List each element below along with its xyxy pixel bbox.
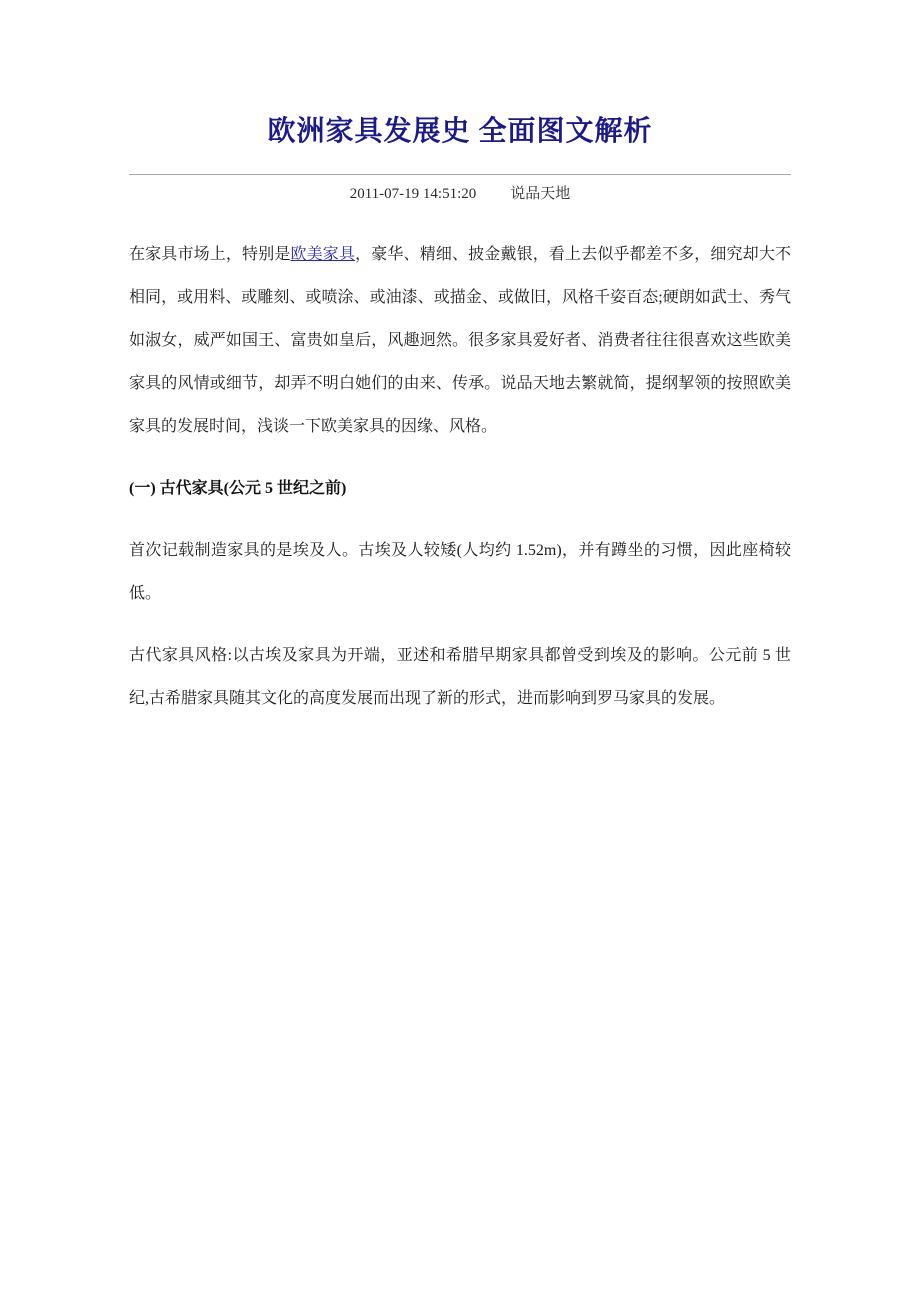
post-date: 2011-07-19 14:51:20 <box>349 186 477 202</box>
intro-paragraph <box>129 233 791 448</box>
article-body <box>129 233 791 720</box>
source-name: 说品天地 <box>510 186 571 202</box>
document-content <box>129 0 791 720</box>
ancient-furniture-paragraph-1: 首次记载制造家具的是埃及人。古埃及人较矮(人均约 1.52m)，并有蹲坐的习惯，因此座椅较低。 <box>129 542 791 602</box>
article-meta <box>129 183 791 205</box>
section-heading-ancient-furniture: (一) 古代家具(公元 5 世纪之前) <box>129 480 347 497</box>
intro-text-before-link: 在家具市场上，特别是 <box>129 246 291 263</box>
intro-text-after-link: ，豪华、精细、披金戴银，看上去似乎都差不多，细究却大不相同，或用料、或雕刻、或喷涂、或油漆、或描金、或做旧，风格千姿百态;硬朗如武士、秀气如淑女，威严如国王、富贵如皇后，风趣迥然。很多家具爱好者、消费者往往很喜欢这些欧美家具的风情或细节，却弄不明白她们的由来、传承。说品天地去繁就简，提纲挈领的按照欧美家具的发展时间，浅谈一下欧美家具的因缘、风格。 <box>129 246 791 435</box>
ancient-furniture-paragraph-2: 古代家具风格:以古埃及家具为开端，亚述和希腊早期家具都曾受到埃及的影响。公元前 5 世纪,古希腊家具随其文化的高度发展而出现了新的形式，进而影响到罗马家具的发展。 <box>129 647 791 707</box>
oumei-furniture-link[interactable]: 欧美家具 <box>290 246 356 263</box>
title-divider <box>129 174 791 175</box>
page-title: 欧洲家具发展史 全面图文解析 <box>267 116 653 147</box>
